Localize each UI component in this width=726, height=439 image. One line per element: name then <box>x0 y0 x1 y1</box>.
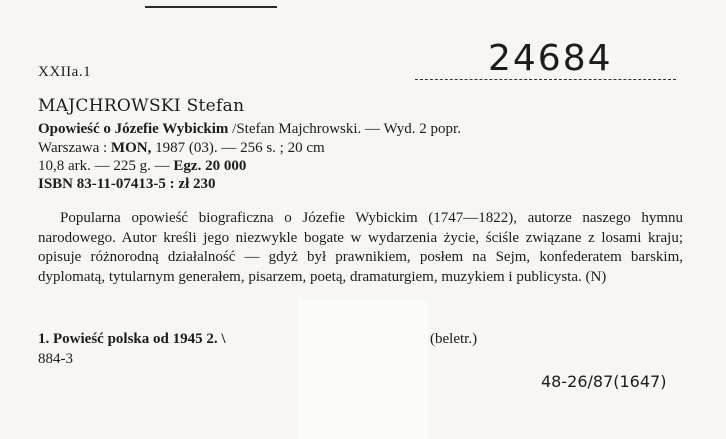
place: Warszawa : <box>38 140 111 156</box>
catalog-number: 48-26/87(1647) <box>541 372 667 391</box>
subject-heading: 1. Powieść polska od 1945 2. \ <box>38 331 226 347</box>
classification-code: 884-3 <box>38 351 73 367</box>
sheets-weight: 10,8 ark. — 225 g. — <box>38 158 174 174</box>
date-pages: 1987 (03). — 256 s. ; 20 cm <box>151 140 325 156</box>
subject-qualifier: (beletr.) <box>430 331 478 347</box>
obscured-region <box>298 300 428 439</box>
title: Opowieść o Józefie Wybickim <box>38 121 229 137</box>
imprint-line <box>38 140 325 157</box>
shelf-mark: XXIIa.1 <box>38 64 92 80</box>
top-rule <box>145 6 277 8</box>
author-heading: MAJCHROWSKI Stefan <box>38 96 245 116</box>
copies: Egz. 20 000 <box>173 158 247 174</box>
accession-rule <box>415 79 676 80</box>
isbn-line: ISBN 83-11-07413-5 : zł 230 <box>38 176 216 192</box>
title-line <box>38 121 461 138</box>
abstract-text: Popularna opowieść biograficzna o Józefie Wybickim (1747—1822), autorze naszego hymnu narodowego. Autor kreśli jego niezwykle bogate w wydarzenia życie, ściśle związane z losami kraju; opisuje różnorodną działalność — gdyż był prawnikiem, posłem na Sejm, konfederatem barskim, dyplomatą, tytularnym generałem, pisarzem, poetą, dramaturgiem, muzykiem i publicysta. (N) <box>38 210 683 285</box>
physical-line <box>38 158 246 175</box>
responsibility: /Stefan Majchrowski. — Wyd. 2 popr. <box>232 121 461 137</box>
publisher: MON, <box>110 140 152 156</box>
accession-number: 24684 <box>488 38 613 79</box>
